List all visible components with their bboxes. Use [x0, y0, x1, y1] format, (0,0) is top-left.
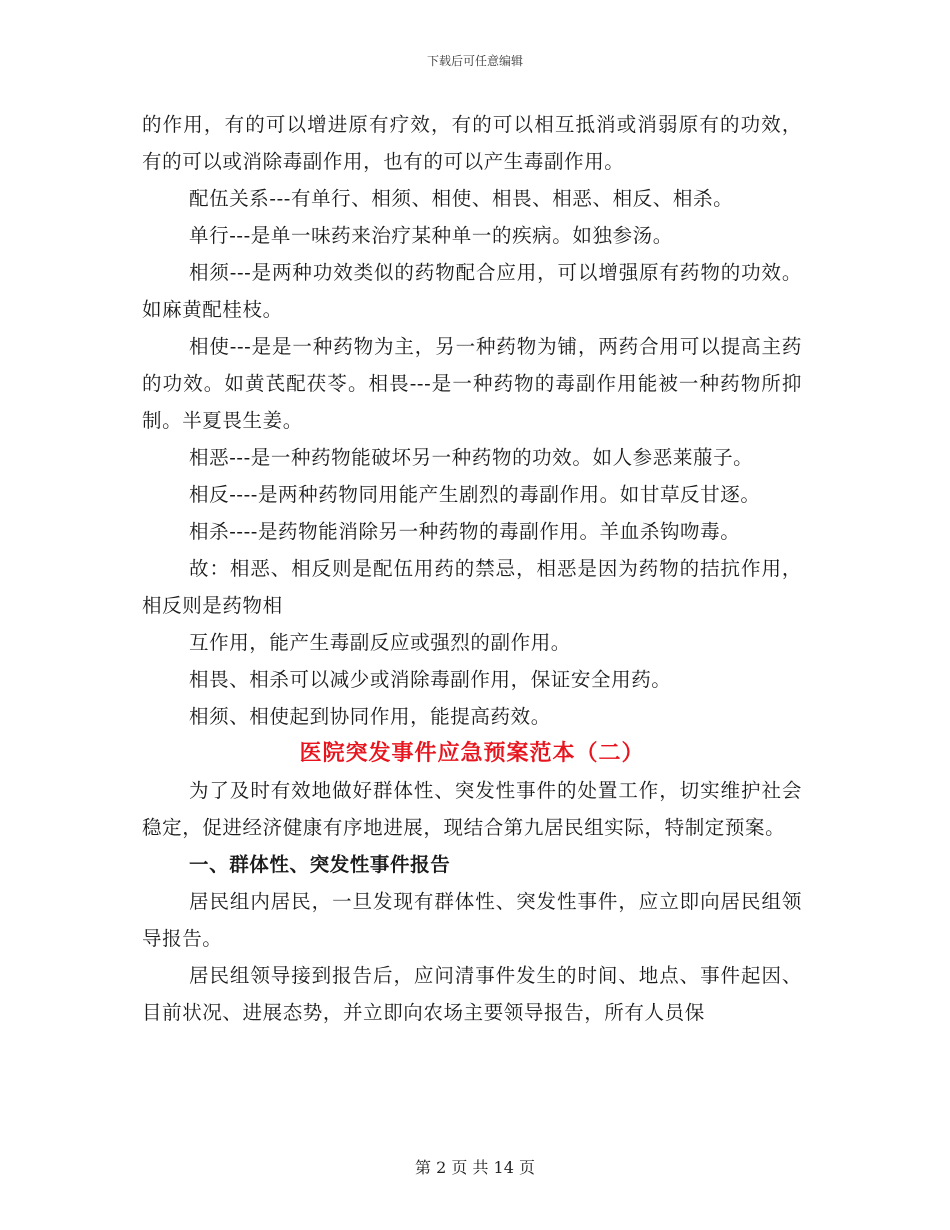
paragraph: 单行---是单一味药来治疗某种单一的疾病。如独参汤。 [189, 224, 673, 247]
paragraph: 相须---是两种功效类似的药物配合应用，可以增强原有药物的功效。如麻黄配桂枝。 [142, 261, 802, 321]
paragraph: 居民组内居民，一旦发现有群体性、突发性事件，应立即向居民组领导报告。 [142, 890, 802, 950]
paragraph: 相杀----是药物能消除另一种药物的毒副作用。羊血杀钩吻毒。 [189, 520, 741, 543]
page-header: 下载后可任意编辑 [426, 54, 523, 68]
paragraph: 相使---是是一种药物为主，另一种药物为铺，两药合用可以提高主药的功效。如黄芪配茯苓。相畏---是一种药物的毒副作用能被一种药物所抑制。半夏畏生姜。 [142, 335, 802, 432]
paragraph: 为了及时有效地做好群体性、突发性事件的处置工作，切实维护社会稳定，促进经济健康有序地进展，现结合第九居民组实际，特制定预案。 [142, 779, 802, 839]
paragraph: 配伍关系---有单行、相须、相使、相畏、相恶、相反、相杀。 [189, 187, 734, 210]
section-heading: 一、群体性、突发性事件报告 [189, 853, 451, 876]
page-footer: 第 2 页 共 14 页 [415, 1158, 535, 1177]
document-body [142, 106, 802, 1031]
paragraph: 互作用，能产生毒副反应或强烈的副作用。 [189, 631, 571, 654]
paragraph: 的作用，有的可以增进原有疗效，有的可以相互抵消或消弱原有的功效，有的可以或消除毒副作用，也有的可以产生毒副作用。 [142, 113, 802, 173]
paragraph: 相畏、相杀可以减少或消除毒副作用，保证安全用药。 [189, 668, 672, 691]
paragraph: 相恶---是一种药物能破坏另一种药物的功效。如人参恶莱菔子。 [189, 446, 754, 469]
paragraph: 故：相恶、相反则是配伍用药的禁忌，相恶是因为药物的拮抗作用，相反则是药物相 [142, 557, 802, 617]
paragraph: 相反----是两种药物同用能产生剧烈的毒副作用。如甘草反甘逐。 [189, 483, 761, 506]
paragraph: 居民组领导接到报告后，应问清事件发生的时间、地点、事件起因、目前状况、进展态势，并立即向农场主要领导报告，所有人员保 [142, 964, 802, 1024]
document-title: 医院突发事件应急预案范本（二） [299, 740, 645, 766]
paragraph: 相须、相使起到协同作用，能提高药效。 [189, 705, 551, 728]
